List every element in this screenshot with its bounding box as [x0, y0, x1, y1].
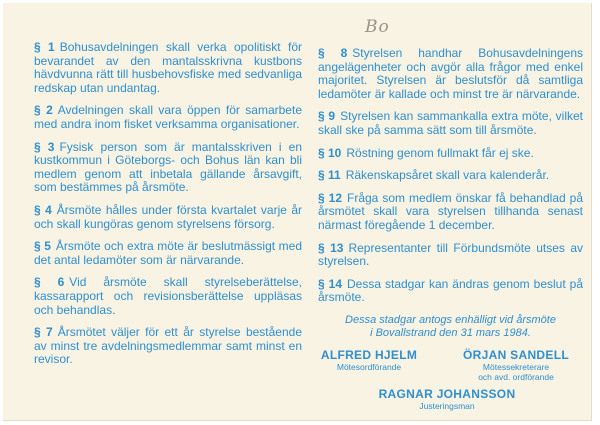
paragraph-number: § 10: [318, 145, 342, 160]
signature-name: ÖRJAN SANDELL: [463, 348, 569, 362]
paragraph-number: § 8: [318, 46, 348, 60]
paragraph-text: Vid årsmöte skall styrelseberättelse, kassarapport och revisionsberättelse uppläsas och behandlas.: [34, 275, 302, 317]
signature-secretary: [461, 348, 571, 382]
right-column: [318, 47, 583, 340]
paragraph-number: § 11: [318, 168, 341, 183]
paragraph-number: § 14: [318, 276, 342, 291]
paragraph-5: [34, 240, 302, 267]
paragraph-text: Avdelningen skall vara öppen för samarbete med andra inom fisket verksamma organisationer.: [34, 103, 302, 131]
paragraph-number: § 1: [34, 40, 55, 54]
paragraph-text: Dessa stadgar kan ändras genom beslut på årsmöte.: [318, 276, 583, 305]
paragraph-13: [318, 242, 583, 269]
paragraph-number: § 3: [34, 139, 55, 154]
bylaws-card: [3, 3, 592, 421]
paragraph-number: § 5: [34, 239, 51, 254]
paragraph-number: § 2: [34, 103, 53, 118]
paragraph-14: [318, 278, 583, 305]
paragraph-4: [34, 204, 302, 231]
adoption-note-line1: Dessa stadgar antogs enhälligt vid årsmöte: [345, 313, 556, 326]
signature-name: RAGNAR JOHANSSON: [378, 387, 516, 401]
paragraph-8: [318, 47, 583, 101]
paragraph-number: § 12: [318, 190, 342, 205]
paragraph-text: Styrelsen handhar Bohusavdelningens angelägenheter och avgör alla frågor med enkel majoritet. Styrelsen är beslutsför då samtliga ledamöter är kallade och minst tre är närvarande.: [318, 46, 583, 101]
paragraph-text: Fråga som medlem önskar få behandlad på årsmötet skall vara styrelsen tillhanda senast närmast föregående 1 december.: [318, 190, 583, 232]
signature-role-line2: och avd. ordförande: [478, 372, 554, 382]
paragraph-text: Styrelsen kan sammankalla extra möte, vilket skall ske på samma sätt som till årsmöte.: [318, 109, 583, 137]
paragraph-text: Årsmöte hålles under första kvartalet varje år och skall kungöras genom styrelsens försorg.: [34, 202, 302, 231]
paragraph-text: Representanter till Förbundsmöte utses av styrelsen.: [318, 240, 583, 269]
paragraph-number: § 13: [318, 240, 344, 255]
signature-role: Mötesordförande: [336, 362, 402, 372]
paragraph-number: § 4: [34, 202, 52, 217]
paragraph-text: Årsmöte och extra möte är beslutmässigt med det antal ledamöter som är närvarande.: [34, 239, 302, 267]
paragraph-7: [34, 326, 302, 367]
paragraph-text: Bohusavdelningen skall verka opolitiskt för bevarandet av den mantalsskrivna kustbons hävdvunna rätt till husbehovsfiske med sedvanliga redskap utan undantag.: [34, 40, 303, 95]
left-column: [34, 41, 302, 376]
signature-role: Mötessekreterare: [482, 362, 550, 372]
paragraph-number: § 6: [34, 275, 65, 290]
paragraph-text: Årsmötet väljer för ett år styrelse bestående av minst tre avdelningsmedlemmar samt minst en revisor.: [34, 325, 302, 367]
paragraph-9: [318, 110, 583, 137]
paragraph-2: [34, 104, 302, 131]
adoption-note-line2: i Bovallstrand den 31 mars 1984.: [370, 326, 531, 339]
paragraph-number: § 7: [34, 325, 53, 340]
paragraph-text: Fysisk person som är mantalsskriven i en kustkommun i Göteborgs- och Bohus län kan bli medlem genom att inbetala gällande årsavgift, som bestämmes på årsmöte.: [34, 139, 302, 195]
paragraph-6: [34, 276, 302, 317]
adoption-note: [318, 314, 583, 340]
signature-chair: [315, 348, 423, 372]
paragraph-10: [318, 147, 583, 161]
signature-name: ALFRED HJELM: [320, 348, 418, 362]
handwritten-note: Bo: [365, 17, 390, 37]
paragraph-12: [318, 192, 583, 233]
paragraph-text: Röstning genom fullmakt får ej ske.: [346, 145, 534, 160]
signature-adjuster: [373, 387, 521, 411]
signature-role: Justeringsman: [419, 401, 475, 411]
paragraph-1: [34, 41, 302, 95]
paragraph-11: [318, 169, 583, 183]
paragraph-3: [34, 141, 302, 195]
paragraph-text: Räkenskapsåret skall vara kalenderår.: [345, 168, 550, 183]
paragraph-number: § 9: [318, 109, 336, 124]
